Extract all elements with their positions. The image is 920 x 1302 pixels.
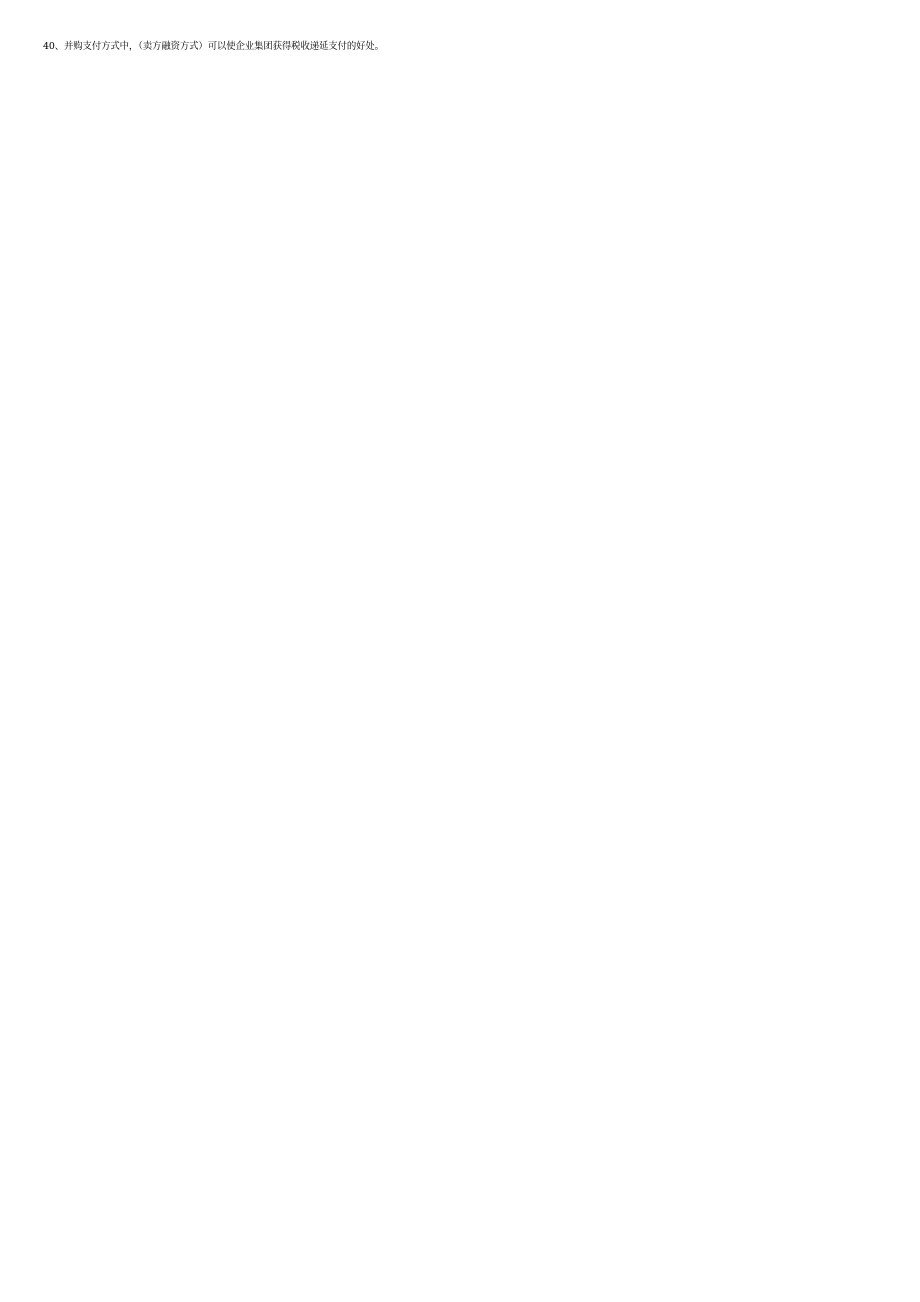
left-column-paragraph: 40、并购支付方式中，（卖方融资方式）可以使企业集团获得税收递延支付的好处。 [43,41,384,52]
right-column [471,40,879,1276]
left-column [43,40,451,1276]
